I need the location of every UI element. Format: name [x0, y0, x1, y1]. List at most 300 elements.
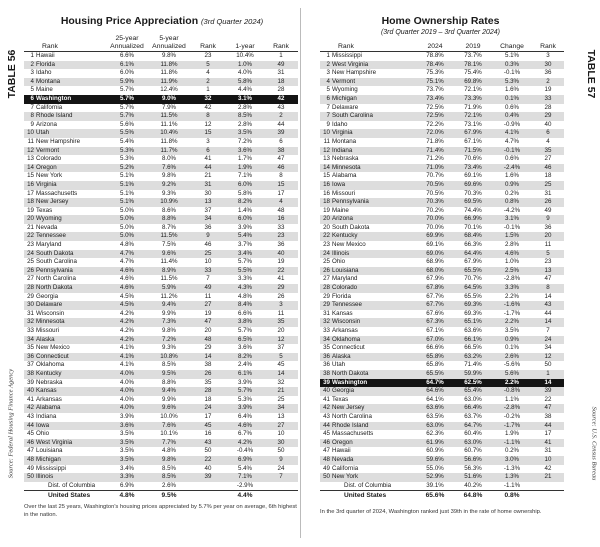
table-cell: 28 — [323, 284, 330, 292]
table-cell: 73.4% — [464, 163, 482, 171]
table-cell: 37 — [27, 361, 34, 369]
table-row — [320, 215, 564, 224]
table-cell: 6 — [206, 146, 210, 154]
table-cell: 0.9% — [504, 180, 520, 188]
table-cell: 5.7% — [119, 86, 135, 94]
table-cell: 2.6% — [504, 352, 520, 360]
table-cell: -4.2% — [503, 206, 521, 214]
state-name: Kentucky — [36, 369, 62, 377]
table-cell: 42 — [277, 94, 285, 102]
table-cell: 2.2% — [504, 318, 520, 326]
state-name: Connecticut — [36, 352, 69, 360]
state-name: Michigan — [36, 455, 61, 463]
table-cell: 17 — [277, 189, 285, 197]
table-cell: 6.1% — [119, 60, 135, 68]
table-cell: 47 — [544, 404, 552, 412]
table-cell: 65.5% — [426, 369, 444, 377]
table-cell: 14 — [544, 292, 552, 300]
table-cell: 6.0% — [119, 69, 135, 77]
table-row — [24, 447, 298, 456]
table-cell: 72.5% — [426, 112, 444, 120]
state-name: Maryland — [332, 275, 358, 283]
column-header: Rank — [200, 42, 216, 50]
table-cell: 5.7% — [119, 103, 135, 111]
title-text: Housing Price Appreciation — [60, 15, 199, 27]
table-cell: 46 — [323, 438, 330, 446]
table-cell: 65.8% — [426, 352, 444, 360]
table-cell: 1.3% — [504, 473, 520, 481]
table-cell: 71.8% — [426, 137, 444, 145]
table-cell: 18 — [544, 172, 552, 180]
table-cell: 30 — [204, 189, 212, 197]
table-cell: 64.1% — [426, 395, 444, 403]
table-cell: 8.5% — [161, 473, 177, 481]
table-cell: 5.9% — [119, 77, 135, 85]
state-name: Texas — [332, 395, 349, 403]
table-cell: 38 — [323, 369, 330, 377]
table-body — [320, 52, 564, 500]
table-row — [24, 121, 298, 130]
table-cell: 7.9% — [161, 103, 177, 111]
table-cell: 27 — [27, 275, 34, 283]
table-cell: 7 — [206, 275, 210, 283]
table-cell: 6 — [279, 137, 283, 145]
table-row — [24, 473, 298, 482]
table-cell: 61.9% — [426, 438, 444, 446]
table-row — [320, 78, 564, 87]
table-cell: 49 — [323, 464, 330, 472]
table-cell: 0.8% — [504, 492, 520, 500]
table-cell: 8.2% — [237, 352, 253, 360]
table-cell: 40 — [204, 464, 212, 472]
table-cell: 41 — [277, 275, 285, 283]
table-cell: 45 — [204, 421, 212, 429]
table-cell: 71.4% — [464, 361, 482, 369]
table-row — [24, 232, 298, 241]
state-name: West Virginia — [36, 438, 73, 446]
table-cell: 70.3% — [426, 198, 444, 206]
table-cell: 13 — [277, 412, 285, 420]
table-cell: 32 — [204, 94, 212, 102]
state-name: Utah — [332, 361, 346, 369]
table-cell: 14 — [204, 352, 212, 360]
table-row — [320, 121, 564, 130]
state-name: Connecticut — [332, 344, 365, 352]
table-cell — [190, 491, 226, 500]
table-cell: 16 — [323, 180, 330, 188]
table-cell: 43 — [544, 301, 552, 309]
table-cell: 29 — [544, 112, 552, 120]
table-cell: 39 — [277, 129, 285, 137]
table-cell: 31 — [27, 309, 34, 317]
source-census: Source: U.S. Census Bureau — [590, 406, 598, 481]
table-cell: -1.3% — [503, 464, 521, 472]
table-cell: 9.8% — [161, 172, 177, 180]
table-cell: 39 — [544, 387, 552, 395]
table-cell: 73.1% — [464, 120, 482, 128]
table-cell: 6.4% — [237, 412, 253, 420]
table-cell: 52.9% — [426, 473, 444, 481]
table-cell: 5.6% — [119, 120, 135, 128]
table-cell: 47 — [204, 318, 212, 326]
table-cell: 9.4% — [161, 387, 177, 395]
table-cell: 9 — [279, 455, 283, 463]
table-cell: 30 — [544, 60, 552, 68]
table-cell: 14 — [323, 163, 330, 171]
table-cell: 7.1% — [237, 473, 253, 481]
table-cell: 25 — [27, 258, 34, 266]
table-cell: 12.4% — [160, 86, 178, 94]
table-cell: 3.9% — [237, 404, 253, 412]
table-cell: 19 — [544, 86, 552, 94]
table-cell: 24 — [277, 464, 285, 472]
table-cell: 37 — [204, 206, 212, 214]
column-header: 5-year Annualized — [152, 35, 186, 50]
table-cell: 1.5% — [504, 232, 520, 240]
state-name: North Carolina — [36, 275, 76, 283]
table-cell: 35 — [204, 378, 212, 386]
table-cell: 21 — [27, 223, 34, 231]
table-cell: 24 — [204, 404, 212, 412]
table-cell: 1.4% — [237, 206, 253, 214]
table-cell: 11 — [27, 137, 34, 145]
table-cell: 24 — [323, 249, 330, 257]
table-cell: -2.9% — [236, 481, 254, 489]
table-cell: 5.5% — [119, 129, 135, 137]
table-cell: -2.8% — [503, 275, 521, 283]
table-cell: 16 — [323, 189, 330, 197]
table-cell: 5.1% — [504, 52, 520, 59]
table-cell: 31 — [323, 309, 330, 317]
table-row — [320, 52, 564, 61]
table-cell: 29 — [277, 284, 285, 292]
table-cell: 1.6% — [504, 172, 520, 180]
state-name: Wyoming — [36, 215, 62, 223]
table-cell: 10 — [277, 430, 285, 438]
table-row — [320, 172, 564, 181]
table-cell: 1 — [279, 52, 283, 59]
table-cell: 9 — [326, 120, 330, 128]
table-cell: 50 — [323, 473, 330, 481]
state-name: Arkansas — [36, 395, 62, 403]
table-row — [320, 413, 564, 422]
table-cell: 14 — [27, 163, 34, 171]
state-name: Rhode Island — [332, 421, 369, 429]
table-cell: 5.3% — [119, 146, 135, 154]
table-cell: 31 — [544, 189, 552, 197]
table-cell: 46 — [277, 163, 285, 171]
state-name: Ohio — [332, 258, 346, 266]
table-row — [320, 241, 564, 250]
table-cell: 66.6% — [426, 344, 444, 352]
state-name: Washington — [36, 94, 72, 102]
table-cell: 48 — [27, 455, 34, 463]
table-cell: 31 — [204, 180, 212, 188]
table-cell: 47 — [27, 447, 34, 455]
state-name: Delaware — [36, 301, 63, 309]
table-row — [24, 404, 298, 413]
table-cell: 5 — [546, 249, 550, 257]
table-cell: -0.4% — [236, 447, 254, 455]
table-cell: 1.9% — [504, 430, 520, 438]
table-cell: -0.8% — [503, 387, 521, 395]
table-cell: 26 — [204, 369, 212, 377]
table-row — [320, 258, 564, 267]
table-cell: 11.5% — [160, 112, 178, 120]
table-cell: 36 — [323, 352, 330, 360]
table-row — [320, 86, 564, 95]
table-cell: 16 — [27, 180, 34, 188]
footnote: Over the last 25 years, Washington's housing prices appreciated by 5.7% per year on average, 6th highest in the nation. — [24, 504, 297, 518]
home-ownership-panel — [300, 0, 600, 547]
table-cell: 68.4% — [464, 232, 482, 240]
table-cell: 4.6% — [119, 275, 135, 283]
table-cell: 74.4% — [464, 206, 482, 214]
table-cell: 38 — [277, 146, 285, 154]
table-cell — [190, 482, 226, 491]
table-cell: 3.1% — [504, 215, 520, 223]
state-name: Pennsylvania — [36, 266, 73, 274]
table-cell: 5.4% — [119, 137, 135, 145]
source-fhfa: Source: Federal Housing Finance Agency — [7, 368, 15, 479]
state-name: Virginia — [36, 180, 57, 188]
table-cell: 69.0% — [426, 249, 444, 257]
table-cell: 25 — [277, 395, 285, 403]
state-name: North Carolina — [332, 412, 372, 420]
state-name: Maine — [36, 86, 53, 94]
table-cell: 49 — [544, 206, 552, 214]
table-cell: 5 — [279, 352, 283, 360]
table-cell: 40 — [323, 387, 330, 395]
table-row — [320, 95, 564, 104]
table-row — [24, 190, 298, 199]
table-cell: 67.9% — [464, 258, 482, 266]
state-name: South Carolina — [332, 112, 373, 120]
table-cell: 50 — [204, 447, 212, 455]
table-cell: 27 — [323, 275, 330, 283]
table-cell: 4 — [206, 69, 210, 77]
table-cell: 40.2% — [464, 481, 482, 489]
table-cell: 35 — [277, 318, 285, 326]
table-cell: 28 — [277, 86, 285, 94]
table-cell: 67.6% — [426, 309, 444, 317]
table-cell: 69.3% — [464, 301, 482, 309]
table-cell: 78.8% — [426, 52, 444, 59]
table-cell: 36 — [544, 223, 552, 231]
table-cell: 40 — [27, 387, 34, 395]
table-row — [320, 284, 564, 293]
table-cell: 6.9% — [237, 455, 253, 463]
table-cell: 43 — [204, 438, 212, 446]
table-cell: 23 — [277, 232, 285, 240]
table-cell: 25 — [323, 258, 330, 266]
table-row — [24, 207, 298, 216]
table-cell: 28 — [204, 387, 212, 395]
table-cell: 4.0% — [119, 404, 135, 412]
table-row — [24, 61, 298, 70]
table-cell: 10.4% — [236, 52, 254, 59]
table-row — [24, 112, 298, 121]
table-cell: 4 — [279, 198, 283, 206]
table-cell: 4.1% — [504, 129, 520, 137]
table-cell: 4.1% — [119, 361, 135, 369]
table-cell: 20 — [544, 232, 552, 240]
table-cell: 65.5% — [464, 266, 482, 274]
table-row — [24, 52, 298, 61]
table-row — [24, 267, 298, 276]
table-cell: 25 — [204, 249, 212, 257]
table-cell: 71.9% — [464, 103, 482, 111]
table-cell: 32 — [323, 318, 330, 326]
table-row — [24, 215, 298, 224]
table-row — [320, 190, 564, 199]
table-cell: 3.5% — [119, 447, 135, 455]
state-name: Idaho — [332, 120, 348, 128]
state-name: Wyoming — [332, 86, 358, 94]
state-name: Indiana — [36, 412, 57, 420]
table-cell: 66.9% — [464, 215, 482, 223]
table-row — [24, 164, 298, 173]
table-cell: 8.0% — [161, 155, 177, 163]
table-cell: 11.8% — [160, 137, 178, 145]
state-name: Louisiana — [332, 266, 359, 274]
state-name: Kansas — [36, 387, 57, 395]
table-cell: 7.6% — [161, 163, 177, 171]
table-cell: 5.9% — [161, 284, 177, 292]
state-name: Dist. of Columbia — [48, 481, 96, 489]
table-cell: 4.0% — [237, 69, 253, 77]
table-cell: 8.5% — [161, 361, 177, 369]
table-cell: 11 — [544, 241, 552, 249]
table-cell: 24 — [27, 249, 34, 257]
table-cell: 16 — [277, 215, 285, 223]
table-cell: 7.2% — [161, 335, 177, 343]
table-cell: 7.5% — [161, 241, 177, 249]
table-cell: 4.8% — [119, 492, 135, 500]
state-name: South Dakota — [332, 223, 370, 231]
table-cell: 39.1% — [426, 481, 444, 489]
state-name: Virginia — [332, 129, 353, 137]
table-cell: 7 — [30, 103, 34, 111]
table-cell: 4.4% — [237, 492, 253, 500]
table-cell: 42 — [323, 404, 330, 412]
table-cell: 67.7% — [426, 292, 444, 300]
table-row — [24, 430, 298, 439]
table-cell: 46 — [27, 438, 34, 446]
table-cell: 11.2% — [160, 292, 178, 300]
table-cell: 72.0% — [426, 129, 444, 137]
table-row — [24, 86, 298, 95]
table-cell: 70.2% — [426, 206, 444, 214]
table-cell: 32 — [277, 378, 285, 386]
table-cell: 43 — [323, 412, 330, 420]
table-cell: 0.9% — [504, 335, 520, 343]
table-cell: 73.3% — [464, 94, 482, 102]
table-cell: 64.5% — [464, 284, 482, 292]
table-cell: 4 — [30, 77, 34, 85]
table-cell: 3.3% — [237, 275, 253, 283]
table-cell: 70.5% — [426, 189, 444, 197]
table-cell: 50 — [544, 361, 552, 369]
table-cell: 73.4% — [426, 94, 444, 102]
table-row — [320, 198, 564, 207]
table-cell: 41 — [27, 395, 34, 403]
state-name: Arizona — [332, 215, 353, 223]
state-name: New Jersey — [36, 198, 69, 206]
table-cell: 33 — [544, 94, 552, 102]
state-name: Massachusetts — [332, 430, 374, 438]
table-row — [320, 404, 564, 413]
table-cell: 6.6% — [237, 309, 253, 317]
table-cell: 7.3% — [161, 318, 177, 326]
table-cell: 5.2% — [119, 163, 135, 171]
table-cell: 5.7% — [237, 387, 253, 395]
state-name: Tennessee — [36, 232, 66, 240]
table-cell: -2.4% — [503, 163, 521, 171]
table-row — [320, 129, 564, 138]
table-cell: -2.8% — [503, 404, 521, 412]
state-name: New Hampshire — [332, 69, 377, 77]
table-cell: 9.4% — [161, 301, 177, 309]
table-cell: 10.4% — [160, 129, 178, 137]
table-cell: 37 — [277, 344, 285, 352]
housing-price-table — [24, 30, 298, 500]
table-cell: 64.4% — [464, 249, 482, 257]
table-row — [320, 224, 564, 233]
table-row — [24, 490, 298, 500]
state-name: Maryland — [36, 241, 62, 249]
table-cell: 6.1% — [237, 369, 253, 377]
table-cell: 5.1% — [119, 172, 135, 180]
state-name: Missouri — [332, 189, 356, 197]
state-name: South Dakota — [36, 249, 74, 257]
table-cell: 63.6% — [464, 327, 482, 334]
table-cell: 19 — [277, 258, 285, 266]
state-name: Wisconsin — [332, 318, 361, 326]
table-cell: 31 — [277, 69, 285, 77]
table-cell: 71.0% — [426, 163, 444, 171]
state-name: Georgia — [332, 387, 355, 395]
table-cell: 3.9% — [237, 223, 253, 231]
table-cell: -0.1% — [503, 69, 521, 77]
table-cell: 67.1% — [426, 327, 444, 334]
table-cell: 42 — [204, 103, 212, 111]
table-row — [24, 310, 298, 319]
table-cell: 8.6% — [161, 206, 177, 214]
table-cell: 66.5% — [464, 344, 482, 352]
table-cell: 12 — [323, 146, 330, 154]
table-cell: 2.2% — [504, 378, 520, 386]
state-name: Missouri — [36, 327, 60, 334]
table-cell: -1.7% — [503, 421, 521, 429]
table-cell: 38 — [27, 369, 34, 377]
table-cell: 48 — [323, 455, 330, 463]
table-row — [24, 301, 298, 310]
table-cell: 41 — [204, 155, 212, 163]
table-cell: 5.0% — [119, 206, 135, 214]
table-cell: 5.0% — [119, 215, 135, 223]
table-row — [24, 413, 298, 422]
table-cell: 47 — [544, 275, 552, 283]
table-cell: 7 — [279, 473, 283, 481]
table-cell: 29 — [323, 301, 330, 309]
table-row — [320, 353, 564, 362]
table-cell: 4 — [546, 137, 550, 145]
table-cell: 11 — [204, 292, 212, 300]
table-row — [24, 370, 298, 379]
table-cell: 9.0% — [161, 94, 177, 102]
table-cell: 69.9% — [426, 232, 444, 240]
